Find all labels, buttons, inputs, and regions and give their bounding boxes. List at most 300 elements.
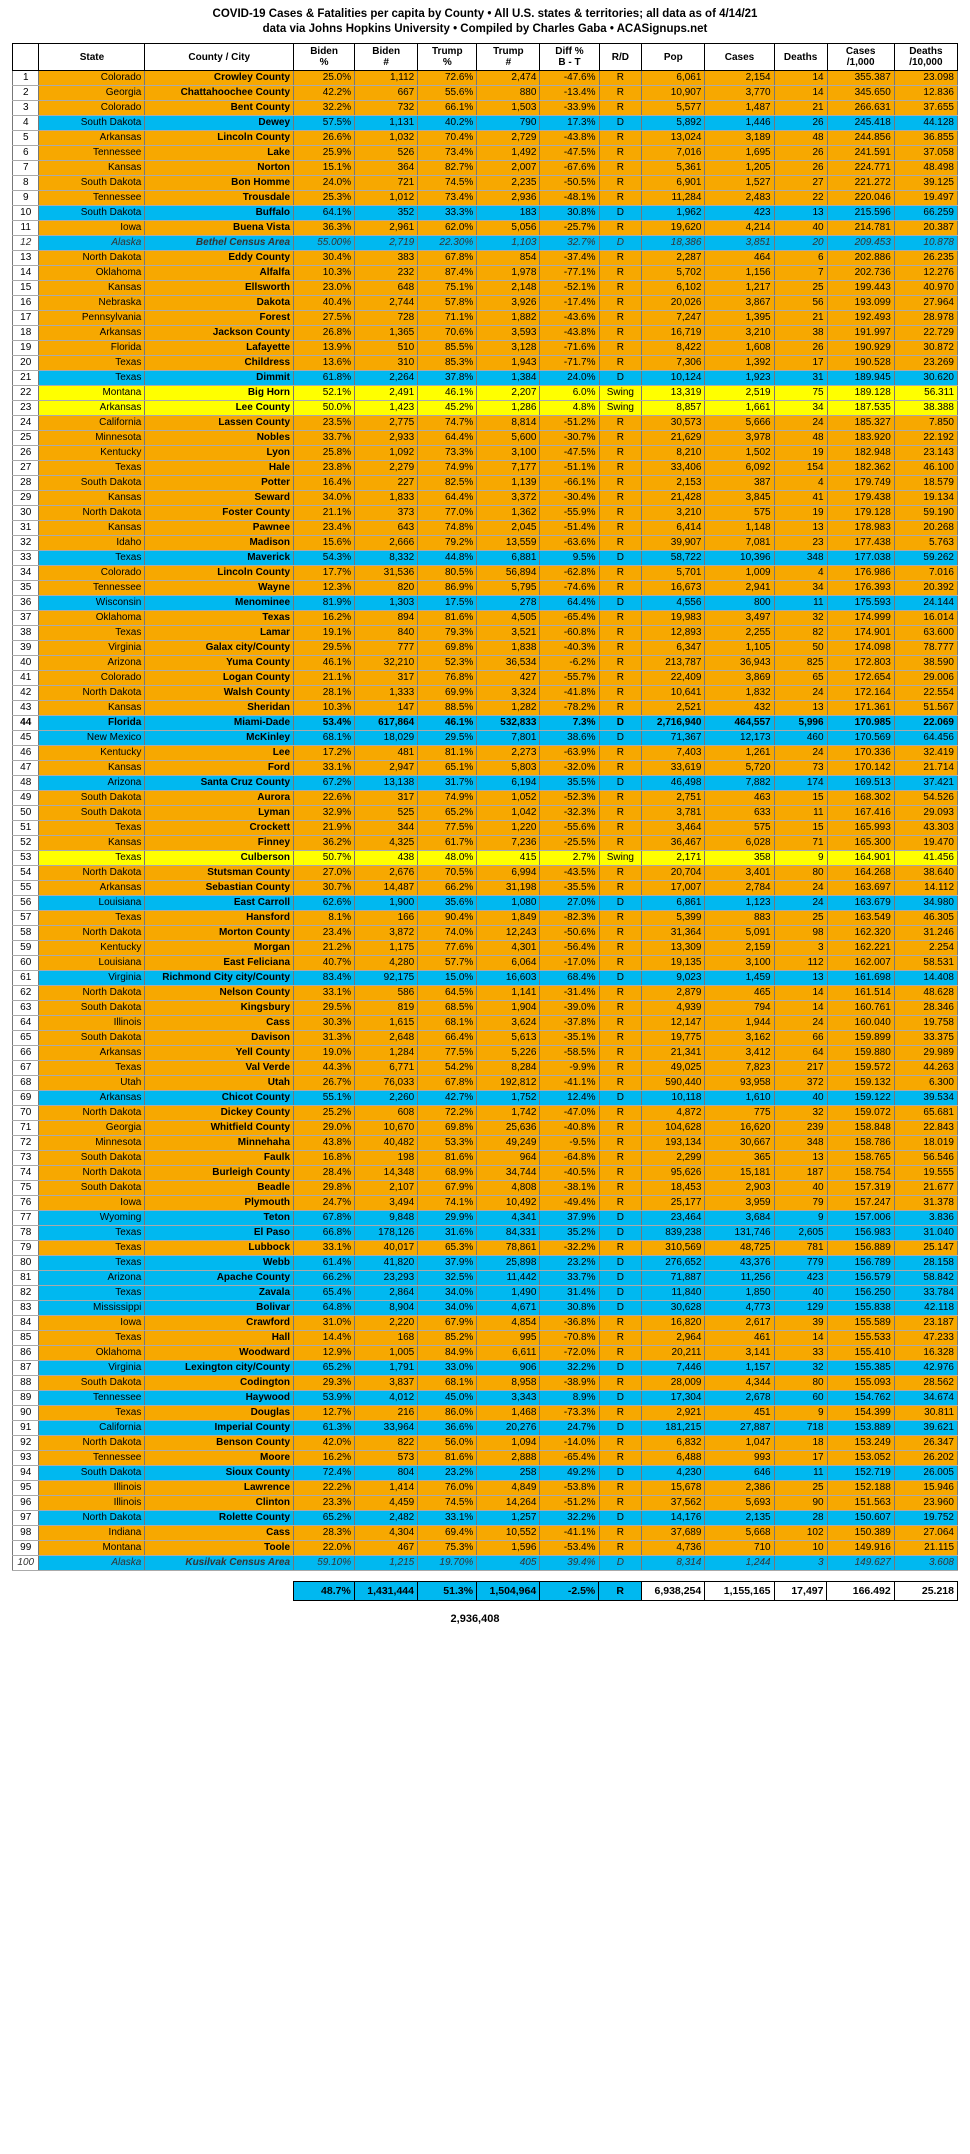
cell-trump-num: 1,468 xyxy=(477,1406,540,1421)
cell-county: Moore xyxy=(145,1451,294,1466)
cell-cases-per-1000: 153.249 xyxy=(827,1436,894,1451)
cell-biden-pct: 30.7% xyxy=(294,881,355,896)
cell-county: Douglas xyxy=(145,1406,294,1421)
cell-pop: 6,061 xyxy=(642,71,705,86)
cell-trump-num: 906 xyxy=(477,1361,540,1376)
row-number: 98 xyxy=(13,1526,39,1541)
cell-trump-pct: 81.6% xyxy=(418,1151,477,1166)
cell-biden-num: 310 xyxy=(355,356,418,371)
cell-deaths: 174 xyxy=(774,776,827,791)
totals-rd: R xyxy=(599,1582,642,1601)
cell-trump-num: 2,273 xyxy=(477,746,540,761)
cell-pop: 4,230 xyxy=(642,1466,705,1481)
cell-pop: 36,467 xyxy=(642,836,705,851)
cell-cases-per-1000: 176.393 xyxy=(827,581,894,596)
cell-diff: 38.6% xyxy=(540,731,599,746)
table-row xyxy=(13,1556,958,1571)
cell-rd: D xyxy=(599,1466,642,1481)
cell-trump-num: 964 xyxy=(477,1151,540,1166)
cell-pop: 6,347 xyxy=(642,641,705,656)
cell-diff: 49.2% xyxy=(540,1466,599,1481)
cell-trump-pct: 69.8% xyxy=(418,641,477,656)
table-row xyxy=(13,776,958,791)
cell-cases: 1,217 xyxy=(705,281,774,296)
cell-cases-per-1000: 156.983 xyxy=(827,1226,894,1241)
cell-pop: 3,781 xyxy=(642,806,705,821)
cell-biden-num: 643 xyxy=(355,521,418,536)
table-row xyxy=(13,206,958,221)
cell-deaths: 50 xyxy=(774,641,827,656)
cell-cases: 358 xyxy=(705,851,774,866)
cell-trump-num: 4,854 xyxy=(477,1316,540,1331)
cell-cases: 993 xyxy=(705,1451,774,1466)
cell-rd: R xyxy=(599,1106,642,1121)
cell-deaths: 825 xyxy=(774,656,827,671)
cell-rd: R xyxy=(599,626,642,641)
cell-deaths-per-10000: 24.144 xyxy=(894,596,957,611)
cell-deaths: 10 xyxy=(774,1541,827,1556)
cell-rd: R xyxy=(599,491,642,506)
cell-deaths-per-10000: 37.655 xyxy=(894,101,957,116)
cell-biden-num: 227 xyxy=(355,476,418,491)
cell-biden-pct: 28.4% xyxy=(294,1166,355,1181)
cell-deaths: 90 xyxy=(774,1496,827,1511)
cell-cases: 5,720 xyxy=(705,761,774,776)
cell-cases: 1,695 xyxy=(705,146,774,161)
cell-pop: 3,210 xyxy=(642,506,705,521)
cell-county: Norton xyxy=(145,161,294,176)
cell-deaths-per-10000: 33.375 xyxy=(894,1031,957,1046)
cell-trump-pct: 80.5% xyxy=(418,566,477,581)
cell-cases-per-1000: 154.399 xyxy=(827,1406,894,1421)
cell-deaths: 24 xyxy=(774,416,827,431)
row-number: 25 xyxy=(13,431,39,446)
cell-cases: 27,887 xyxy=(705,1421,774,1436)
cell-trump-num: 258 xyxy=(477,1466,540,1481)
cell-cases-per-1000: 182.362 xyxy=(827,461,894,476)
cell-cases-per-1000: 202.886 xyxy=(827,251,894,266)
row-number: 91 xyxy=(13,1421,39,1436)
row-number: 37 xyxy=(13,611,39,626)
cell-cases: 1,487 xyxy=(705,101,774,116)
cell-biden-num: 573 xyxy=(355,1451,418,1466)
cell-trump-num: 1,943 xyxy=(477,356,540,371)
cell-rd: R xyxy=(599,1046,642,1061)
cell-cases-per-1000: 165.300 xyxy=(827,836,894,851)
cell-deaths: 9 xyxy=(774,851,827,866)
table-row xyxy=(13,326,958,341)
table-row xyxy=(13,1346,958,1361)
cell-deaths: 32 xyxy=(774,1106,827,1121)
row-number: 72 xyxy=(13,1136,39,1151)
cell-trump-num: 1,596 xyxy=(477,1541,540,1556)
table-row xyxy=(13,761,958,776)
cell-county: Whitfield County xyxy=(145,1121,294,1136)
cell-deaths-per-10000: 2.254 xyxy=(894,941,957,956)
cell-cases: 2,678 xyxy=(705,1391,774,1406)
cell-trump-num: 84,331 xyxy=(477,1226,540,1241)
table-row xyxy=(13,1046,958,1061)
cell-state: South Dakota xyxy=(39,1151,145,1166)
cell-diff: -9.5% xyxy=(540,1136,599,1151)
cell-deaths: 14 xyxy=(774,986,827,1001)
cell-biden-pct: 16.4% xyxy=(294,476,355,491)
cell-rd: R xyxy=(599,251,642,266)
cell-trump-pct: 42.7% xyxy=(418,1091,477,1106)
cell-biden-num: 1,423 xyxy=(355,401,418,416)
cell-cases-per-1000: 174.098 xyxy=(827,641,894,656)
cell-pop: 6,414 xyxy=(642,521,705,536)
cell-biden-pct: 40.7% xyxy=(294,956,355,971)
cell-state: Minnesota xyxy=(39,1136,145,1151)
cell-diff: -41.1% xyxy=(540,1076,599,1091)
table-row xyxy=(13,401,958,416)
cell-trump-num: 2,936 xyxy=(477,191,540,206)
cell-deaths: 48 xyxy=(774,131,827,146)
cell-trump-num: 3,926 xyxy=(477,296,540,311)
cell-rd: R xyxy=(599,671,642,686)
row-number: 62 xyxy=(13,986,39,1001)
cell-cases-per-1000: 155.533 xyxy=(827,1331,894,1346)
cell-rd: R xyxy=(599,986,642,1001)
cell-diff: 30.8% xyxy=(540,1301,599,1316)
cell-cases: 15,181 xyxy=(705,1166,774,1181)
cell-diff: -17.0% xyxy=(540,956,599,971)
table-row xyxy=(13,71,958,86)
cell-biden-num: 216 xyxy=(355,1406,418,1421)
cell-deaths-per-10000: 26.202 xyxy=(894,1451,957,1466)
cell-trump-pct: 66.1% xyxy=(418,101,477,116)
cell-county: Big Horn xyxy=(145,386,294,401)
table-row xyxy=(13,1496,958,1511)
cell-rd: D xyxy=(599,1271,642,1286)
cell-deaths-per-10000: 3.608 xyxy=(894,1556,957,1571)
cell-biden-num: 894 xyxy=(355,611,418,626)
cell-county: Hale xyxy=(145,461,294,476)
cell-cases-per-1000: 170.336 xyxy=(827,746,894,761)
cell-deaths: 26 xyxy=(774,146,827,161)
table-row xyxy=(13,1301,958,1316)
cell-biden-num: 777 xyxy=(355,641,418,656)
table-row xyxy=(13,641,958,656)
cell-cases: 3,210 xyxy=(705,326,774,341)
cell-deaths: 423 xyxy=(774,1271,827,1286)
cell-trump-pct: 73.3% xyxy=(418,446,477,461)
cell-deaths: 14 xyxy=(774,71,827,86)
row-number: 89 xyxy=(13,1391,39,1406)
cell-state: Colorado xyxy=(39,671,145,686)
cell-deaths-per-10000: 21.714 xyxy=(894,761,957,776)
cell-cases-per-1000: 355.387 xyxy=(827,71,894,86)
cell-deaths: 40 xyxy=(774,1181,827,1196)
cell-deaths-per-10000: 19.134 xyxy=(894,491,957,506)
cell-deaths: 21 xyxy=(774,311,827,326)
cell-pop: 17,304 xyxy=(642,1391,705,1406)
cell-biden-pct: 52.1% xyxy=(294,386,355,401)
cell-biden-num: 2,279 xyxy=(355,461,418,476)
cell-biden-pct: 42.0% xyxy=(294,1436,355,1451)
cell-cases-per-1000: 151.563 xyxy=(827,1496,894,1511)
cell-county: Lee xyxy=(145,746,294,761)
cell-rd: R xyxy=(599,941,642,956)
row-number: 30 xyxy=(13,506,39,521)
cell-rd: R xyxy=(599,1541,642,1556)
row-number: 7 xyxy=(13,161,39,176)
totals-biden-pct: 48.7% xyxy=(293,1582,354,1601)
col-header-trump-num: Trump # xyxy=(477,44,540,71)
cell-trump-pct: 17.5% xyxy=(418,596,477,611)
cell-deaths: 11 xyxy=(774,596,827,611)
cell-state: North Dakota xyxy=(39,686,145,701)
cell-deaths-per-10000: 30.811 xyxy=(894,1406,957,1421)
cell-biden-num: 819 xyxy=(355,1001,418,1016)
cell-biden-pct: 22.2% xyxy=(294,1481,355,1496)
cell-state: Louisiana xyxy=(39,956,145,971)
cell-diff: -66.1% xyxy=(540,476,599,491)
cell-cases-per-1000: 156.889 xyxy=(827,1241,894,1256)
cell-deaths-per-10000: 29.006 xyxy=(894,671,957,686)
cell-cases-per-1000: 161.514 xyxy=(827,986,894,1001)
cell-trump-num: 3,593 xyxy=(477,326,540,341)
cell-cases-per-1000: 179.438 xyxy=(827,491,894,506)
table-row xyxy=(13,566,958,581)
cell-cases: 1,502 xyxy=(705,446,774,461)
cell-deaths-per-10000: 37.058 xyxy=(894,146,957,161)
cell-rd: R xyxy=(599,641,642,656)
cell-county: Miami-Dade xyxy=(145,716,294,731)
cell-deaths: 24 xyxy=(774,746,827,761)
cell-deaths: 31 xyxy=(774,371,827,386)
cell-pop: 2,921 xyxy=(642,1406,705,1421)
cell-biden-num: 1,365 xyxy=(355,326,418,341)
table-row xyxy=(13,626,958,641)
cell-deaths-per-10000: 27.064 xyxy=(894,1526,957,1541)
cell-cases-per-1000: 164.901 xyxy=(827,851,894,866)
table-row xyxy=(13,1091,958,1106)
cell-biden-num: 317 xyxy=(355,791,418,806)
cell-deaths: 348 xyxy=(774,1136,827,1151)
cell-county: Yell County xyxy=(145,1046,294,1061)
cell-cases: 1,157 xyxy=(705,1361,774,1376)
cell-county: Santa Cruz County xyxy=(145,776,294,791)
cell-diff: 64.4% xyxy=(540,596,599,611)
cell-pop: 10,124 xyxy=(642,371,705,386)
row-number: 74 xyxy=(13,1166,39,1181)
row-number: 57 xyxy=(13,911,39,926)
cell-trump-pct: 68.5% xyxy=(418,1001,477,1016)
row-number: 69 xyxy=(13,1091,39,1106)
cell-biden-pct: 29.0% xyxy=(294,1121,355,1136)
cell-diff: -73.3% xyxy=(540,1406,599,1421)
cell-deaths: 23 xyxy=(774,536,827,551)
cell-pop: 8,422 xyxy=(642,341,705,356)
cell-deaths-per-10000: 46.305 xyxy=(894,911,957,926)
cell-diff: -71.7% xyxy=(540,356,599,371)
cell-diff: -52.3% xyxy=(540,791,599,806)
cell-trump-pct: 64.5% xyxy=(418,986,477,1001)
cell-deaths: 14 xyxy=(774,86,827,101)
col-header-cases-per-1000: Cases /1,000 xyxy=(827,44,894,71)
cell-trump-num: 6,611 xyxy=(477,1346,540,1361)
cell-cases-per-1000: 158.848 xyxy=(827,1121,894,1136)
cell-cases: 6,092 xyxy=(705,461,774,476)
col-header-cases: Cases xyxy=(705,44,774,71)
cell-trump-pct: 66.4% xyxy=(418,1031,477,1046)
cell-trump-num: 3,100 xyxy=(477,446,540,461)
cell-rd: R xyxy=(599,1136,642,1151)
row-number: 63 xyxy=(13,1001,39,1016)
cell-diff: 30.8% xyxy=(540,206,599,221)
cell-rd: R xyxy=(599,1001,642,1016)
cell-cases-per-1000: 179.128 xyxy=(827,506,894,521)
cell-cases: 1,392 xyxy=(705,356,774,371)
cell-biden-num: 6,771 xyxy=(355,1061,418,1076)
cell-state: California xyxy=(39,416,145,431)
cell-diff: -38.9% xyxy=(540,1376,599,1391)
cell-biden-num: 198 xyxy=(355,1151,418,1166)
cell-deaths-per-10000: 6.300 xyxy=(894,1076,957,1091)
cell-rd: D xyxy=(599,716,642,731)
cell-trump-num: 1,849 xyxy=(477,911,540,926)
cell-trump-num: 25,898 xyxy=(477,1256,540,1271)
cell-biden-num: 1,215 xyxy=(355,1556,418,1571)
cell-trump-num: 6,994 xyxy=(477,866,540,881)
cell-diff: -40.3% xyxy=(540,641,599,656)
cell-deaths: 32 xyxy=(774,1361,827,1376)
cell-diff: -56.4% xyxy=(540,941,599,956)
cell-biden-pct: 53.9% xyxy=(294,1391,355,1406)
cell-cases-per-1000: 221.272 xyxy=(827,176,894,191)
cell-state: Colorado xyxy=(39,101,145,116)
cell-trump-num: 20,276 xyxy=(477,1421,540,1436)
cell-cases: 2,135 xyxy=(705,1511,774,1526)
cell-state: Kansas xyxy=(39,161,145,176)
cell-deaths: 98 xyxy=(774,926,827,941)
cell-trump-num: 2,148 xyxy=(477,281,540,296)
cell-trump-num: 1,257 xyxy=(477,1511,540,1526)
cell-state: Utah xyxy=(39,1076,145,1091)
cell-county: Utah xyxy=(145,1076,294,1091)
cell-biden-num: 2,648 xyxy=(355,1031,418,1046)
cell-state: Texas xyxy=(39,461,145,476)
cell-cases-per-1000: 152.719 xyxy=(827,1466,894,1481)
cell-deaths-per-10000: 38.590 xyxy=(894,656,957,671)
cell-biden-num: 168 xyxy=(355,1331,418,1346)
cell-cases-per-1000: 174.901 xyxy=(827,626,894,641)
cell-trump-num: 7,801 xyxy=(477,731,540,746)
cell-county: Chattahoochee County xyxy=(145,86,294,101)
cell-diff: -51.2% xyxy=(540,1496,599,1511)
row-number: 70 xyxy=(13,1106,39,1121)
cell-deaths-per-10000: 19.752 xyxy=(894,1511,957,1526)
cell-biden-num: 232 xyxy=(355,266,418,281)
cell-deaths-per-10000: 40.970 xyxy=(894,281,957,296)
table-row xyxy=(13,1526,958,1541)
cell-cases: 1,832 xyxy=(705,686,774,701)
table-row xyxy=(13,1121,958,1136)
cell-deaths-per-10000: 20.392 xyxy=(894,581,957,596)
cell-state: Arkansas xyxy=(39,1091,145,1106)
cell-biden-pct: 30.4% xyxy=(294,251,355,266)
cell-trump-pct: 48.0% xyxy=(418,851,477,866)
cell-biden-pct: 81.9% xyxy=(294,596,355,611)
cell-cases-per-1000: 241.591 xyxy=(827,146,894,161)
cell-cases: 633 xyxy=(705,806,774,821)
cell-rd: R xyxy=(599,881,642,896)
cell-deaths-per-10000: 31.378 xyxy=(894,1196,957,1211)
cell-state: Pennsylvania xyxy=(39,311,145,326)
cell-deaths-per-10000: 23.098 xyxy=(894,71,957,86)
cell-diff: -32.3% xyxy=(540,806,599,821)
cell-county: Menominee xyxy=(145,596,294,611)
cell-cases-per-1000: 220.046 xyxy=(827,191,894,206)
table-row xyxy=(13,1196,958,1211)
row-number: 34 xyxy=(13,566,39,581)
cell-biden-pct: 23.0% xyxy=(294,281,355,296)
cell-pop: 6,901 xyxy=(642,176,705,191)
cell-biden-num: 481 xyxy=(355,746,418,761)
cell-biden-num: 1,900 xyxy=(355,896,418,911)
cell-pop: 11,840 xyxy=(642,1286,705,1301)
cell-county: Hall xyxy=(145,1331,294,1346)
cell-state: South Dakota xyxy=(39,1001,145,1016)
cell-state: North Dakota xyxy=(39,1511,145,1526)
cell-pop: 181,215 xyxy=(642,1421,705,1436)
cell-deaths-per-10000: 7.850 xyxy=(894,416,957,431)
cell-pop: 4,736 xyxy=(642,1541,705,1556)
cell-diff: -43.6% xyxy=(540,311,599,326)
cell-county: Cass xyxy=(145,1016,294,1031)
cell-trump-num: 1,978 xyxy=(477,266,540,281)
cell-pop: 7,016 xyxy=(642,146,705,161)
cell-diff: 39.4% xyxy=(540,1556,599,1571)
row-number: 13 xyxy=(13,251,39,266)
cell-trump-pct: 46.1% xyxy=(418,716,477,731)
cell-biden-num: 364 xyxy=(355,161,418,176)
cell-trump-pct: 85.5% xyxy=(418,341,477,356)
cell-state: Texas xyxy=(39,851,145,866)
table-row xyxy=(13,611,958,626)
cell-trump-pct: 33.3% xyxy=(418,206,477,221)
cell-trump-pct: 71.1% xyxy=(418,311,477,326)
row-number: 100 xyxy=(13,1556,39,1571)
cell-trump-pct: 84.9% xyxy=(418,1346,477,1361)
table-row xyxy=(13,686,958,701)
cell-rd: D xyxy=(599,776,642,791)
cell-state: Arkansas xyxy=(39,401,145,416)
cell-rd: R xyxy=(599,1166,642,1181)
cell-biden-pct: 61.4% xyxy=(294,1256,355,1271)
cell-deaths: 40 xyxy=(774,1091,827,1106)
cell-deaths: 39 xyxy=(774,1316,827,1331)
cell-cases-per-1000: 179.749 xyxy=(827,476,894,491)
row-number: 10 xyxy=(13,206,39,221)
cell-trump-pct: 32.5% xyxy=(418,1271,477,1286)
row-number: 35 xyxy=(13,581,39,596)
cell-biden-num: 2,264 xyxy=(355,371,418,386)
cell-biden-pct: 15.6% xyxy=(294,536,355,551)
cell-cases-per-1000: 177.038 xyxy=(827,551,894,566)
cell-cases-per-1000: 156.789 xyxy=(827,1256,894,1271)
cell-rd: D xyxy=(599,896,642,911)
cell-county: McKinley xyxy=(145,731,294,746)
cell-diff: -58.5% xyxy=(540,1046,599,1061)
cell-diff: 35.2% xyxy=(540,1226,599,1241)
table-row xyxy=(13,806,958,821)
cell-deaths-per-10000: 43.303 xyxy=(894,821,957,836)
cell-diff: -35.5% xyxy=(540,881,599,896)
cell-rd: R xyxy=(599,1346,642,1361)
